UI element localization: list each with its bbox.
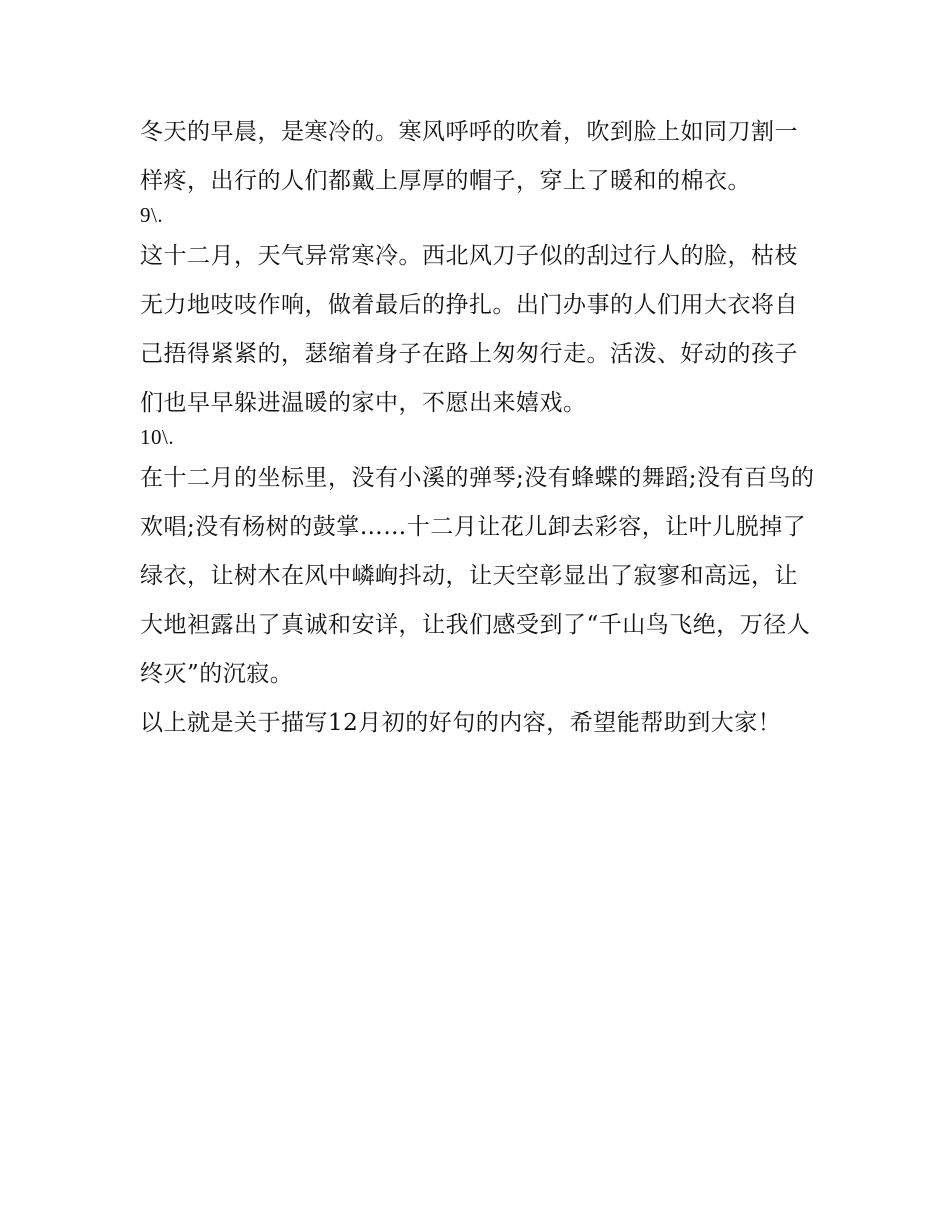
paragraph-december-cold: 这十二月，天气异常寒冷。西北风刀子似的刮过行人的脸，枯枝无力地吱吱作响，做着最后的挣扎。出门办事的人们用大衣将自己捂得紧紧的，瑟缩着身子在路上匆匆行走。活泼、好动的孩子们也早早躲进温暖的家中，不愿出来嬉戏。 <box>140 243 798 416</box>
paragraph-december-coordinates: 在十二月的坐标里，没有小溪的弹琴;没有蜂蝶的舞蹈;没有百鸟的欢唱;没有杨树的鼓掌……十二月让花儿卸去彩容，让叶儿脱掉了绿衣，让树木在风中嶙峋抖动，让天空彰显出了寂寥和高远，让大地袒露出了真诚和安详，让我们感受到了“千山鸟飞绝，万径人终灭”的沉寂。 <box>140 465 815 687</box>
document-body <box>140 108 820 748</box>
item-number-10: 10\. <box>140 425 175 449</box>
paragraph-closing: 以上就是关于描写12月初的好句的内容，希望能帮助到大家！ <box>140 710 782 736</box>
item-number-9: 9\. <box>140 203 164 227</box>
paragraph-winter-morning: 冬天的早晨，是寒冷的。寒风呼呼的吹着，吹到脸上如同刀割一样疼，出行的人们都戴上厚厚的帽子，穿上了暖和的棉衣。 <box>140 119 798 194</box>
